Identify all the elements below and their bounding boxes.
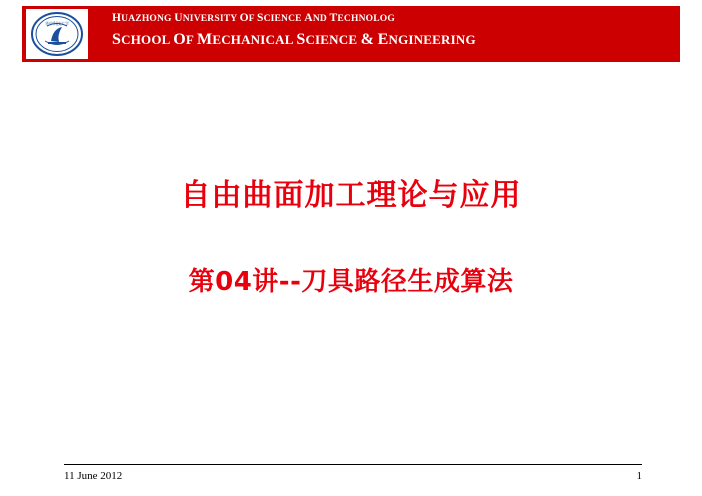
footer-page-number: 1	[636, 470, 642, 482]
page-title: 自由曲面加工理论与应用	[180, 178, 522, 213]
school-name: SCHOOL OF MECHANICAL SCIENCE & ENGINEERING	[112, 31, 476, 48]
university-logo	[26, 9, 88, 59]
title-block	[0, 175, 702, 301]
footer-date: 11 June 2012	[64, 470, 123, 482]
university-name: HUAZHONG UNIVERSITY OF SCIENCE AND TECHNOLOG	[112, 12, 395, 24]
footer-divider	[64, 464, 642, 465]
svg-text:华中科技大学: 华中科技大学	[45, 21, 69, 26]
crest-icon	[29, 11, 85, 57]
page-subtitle: 第04讲--刀具路径生成算法	[188, 267, 514, 297]
header-text-block	[112, 12, 672, 50]
